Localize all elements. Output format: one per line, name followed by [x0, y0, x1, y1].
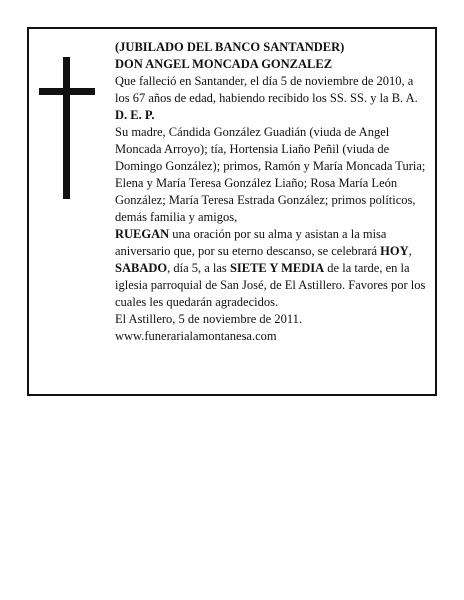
request-comma: , — [408, 244, 412, 258]
deceased-name: DON ANGEL MONCADA GONZALEZ — [115, 57, 333, 71]
dep-line: D. E. P. — [115, 108, 155, 122]
death-paragraph: Que falleció en Santander, el día 5 de noviembre de 2010, a los 67 años de edad, habiendo recibido los SS. SS. y la B. A. — [115, 74, 418, 105]
place-date: El Astillero, 5 de noviembre de 2011. — [115, 312, 302, 326]
obituary-text — [115, 39, 427, 345]
affiliation-header: (JUBILADO DEL BANCO SANTANDER) — [115, 40, 345, 54]
request-text-1: una oración por su alma y asistan a la misa aniversario que, por su eterno descanso, se celebrará — [115, 227, 387, 258]
cross-horizontal-bar — [39, 88, 95, 95]
request-text-2: , día 5, a las — [167, 261, 230, 275]
cross-icon — [39, 57, 95, 199]
ruegan-text: RUEGAN — [115, 227, 170, 241]
request-text-3: de la tarde, en la iglesia parroquial de San José, de El Astillero. Favores por los cuales les quedarán agradecidos. — [115, 261, 426, 309]
obituary-notice — [27, 27, 437, 396]
siete-y-media-text: SIETE Y MEDIA — [229, 261, 325, 275]
cross-vertical-bar — [63, 57, 70, 199]
hoy-text: HOY — [380, 244, 409, 258]
website-link[interactable]: www.funerarialamontanesa.com — [115, 329, 277, 343]
sabado-text: SABADO — [115, 261, 168, 275]
family-paragraph: Su madre, Cándida González Guadián (viuda de Angel Moncada Arroyo); tía, Hortensia Liaño Peñil (viuda de Domingo González); primos, Ramón y María Moncada Turia; Elena y María Teresa González Liaño; Rosa María León González; María Teresa Estrada González; primos políticos, demás familia y amigos, — [115, 125, 426, 224]
request-paragraph — [115, 226, 427, 311]
